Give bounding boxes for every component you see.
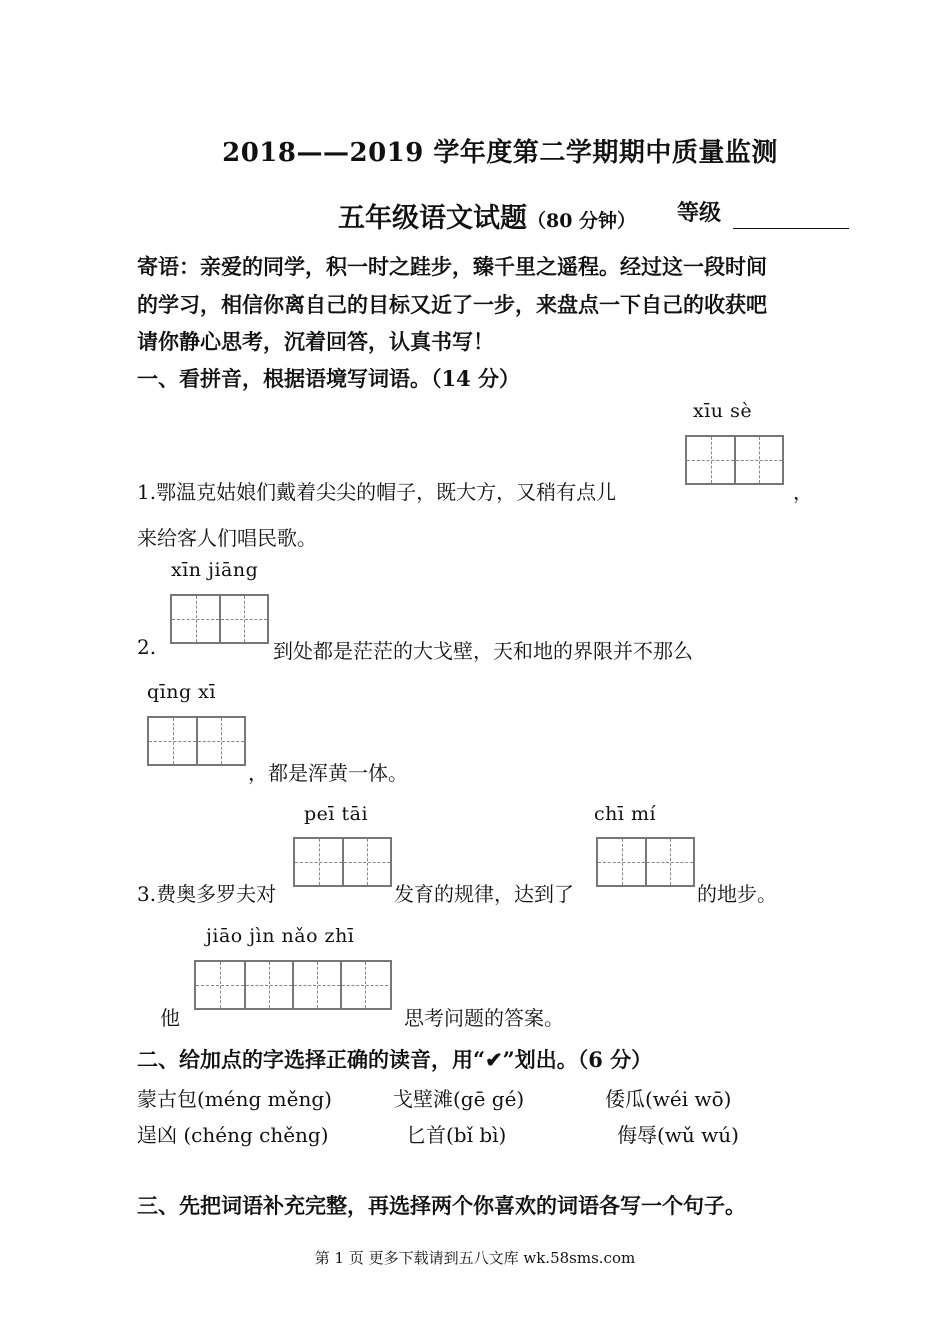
q2-pinyin-2: qīng xī (147, 681, 216, 703)
q2-answer-grid-2[interactable] (147, 716, 246, 766)
q1-pinyin: xīu sè (693, 400, 753, 422)
section1-heading: 一、看拼音，根据语境写词语。（14 分） (137, 366, 521, 391)
reading-choice[interactable]: 匕首(bǐ bì) (406, 1123, 507, 1147)
q3-text-tail: 思考问题的答案。 (404, 1006, 564, 1030)
char-box[interactable] (219, 596, 267, 642)
q3-pinyin-2: chī mí (594, 803, 657, 825)
q1-text: 1.鄂温克姑娘们戴着尖尖的帽子，既大方，又稍有点儿 (137, 480, 617, 504)
q2-number: 2. (137, 635, 157, 659)
exam-subtitle (338, 196, 636, 235)
grade-label: 等级 (677, 200, 722, 226)
q1-text-line2: 来给客人们唱民歌。 (137, 526, 317, 550)
q2-pinyin-1: xīn jiāng (171, 559, 259, 581)
section2-heading: 二、给加点的字选择正确的读音，用“✔”划出。（6 分） (137, 1047, 653, 1072)
char-box[interactable] (645, 839, 693, 885)
q1-answer-grid[interactable] (685, 435, 784, 485)
q3-text-mid: 发育的规律，达到了 (394, 882, 574, 906)
reading-choice[interactable]: 侮辱(wǔ wú) (617, 1123, 739, 1147)
char-box[interactable] (196, 718, 244, 764)
intro-line-2: 的学习，相信你离自己的目标又近了一步，来盘点一下自己的收获吧 (137, 292, 767, 317)
char-box[interactable] (598, 839, 645, 885)
page-footer: 第 1 页 更多下载请到五八文库 wk.58sms.com (314, 1249, 636, 1267)
reading-choice[interactable]: 逞凶 (chéng chěng) (137, 1123, 329, 1147)
char-box[interactable] (196, 962, 244, 1008)
subject-title: 五年级语文试题 (338, 203, 527, 234)
grade-blank-line (733, 228, 849, 229)
reading-choice[interactable]: 戈壁滩(gē gé) (393, 1087, 525, 1111)
q2-answer-grid-1[interactable] (170, 594, 269, 644)
q3-pinyin-3: jiāo jìn nǎo zhī (206, 925, 355, 947)
char-box[interactable] (340, 962, 388, 1008)
char-box[interactable] (292, 962, 340, 1008)
intro-line-1: 寄语：亲爱的同学，积一时之跬步，臻千里之遥程。经过这一段时间 (137, 254, 767, 279)
char-box[interactable] (244, 962, 292, 1008)
q3-answer-grid-2[interactable] (596, 837, 695, 887)
char-box[interactable] (734, 437, 782, 483)
reading-choice[interactable]: 倭瓜(wéi wō) (605, 1087, 732, 1111)
q2-text-end: ，都是浑黄一体。 (248, 761, 408, 785)
char-box[interactable] (295, 839, 342, 885)
q3-answer-grid-1[interactable] (293, 837, 392, 887)
reading-choice[interactable]: 蒙古包(méng měng) (137, 1087, 332, 1111)
q1-comma: ， (793, 480, 813, 504)
duration: （80 分钟） (527, 210, 637, 232)
q3-text: 3.费奥多罗夫对 (137, 882, 277, 906)
char-box[interactable] (172, 596, 219, 642)
q3-pinyin-1: peī tāi (304, 803, 369, 825)
q3-text-he: 他 (160, 1006, 180, 1030)
char-box[interactable] (687, 437, 734, 483)
char-box[interactable] (342, 839, 390, 885)
char-box[interactable] (149, 718, 196, 764)
q2-text: 到处都是茫茫的大戈壁，天和地的界限并不那么 (273, 639, 693, 663)
intro-line-3: 请你静心思考，沉着回答，认真书写！ (137, 329, 494, 354)
exam-title: 2018——2019 学年度第二学期期中质量监测 (222, 138, 778, 168)
section3-heading: 三、先把词语补充完整，再选择两个你喜欢的词语各写一个句子。 (137, 1193, 746, 1218)
q3-text-end: 的地步。 (697, 882, 777, 906)
q3-answer-grid-3[interactable] (194, 960, 392, 1010)
